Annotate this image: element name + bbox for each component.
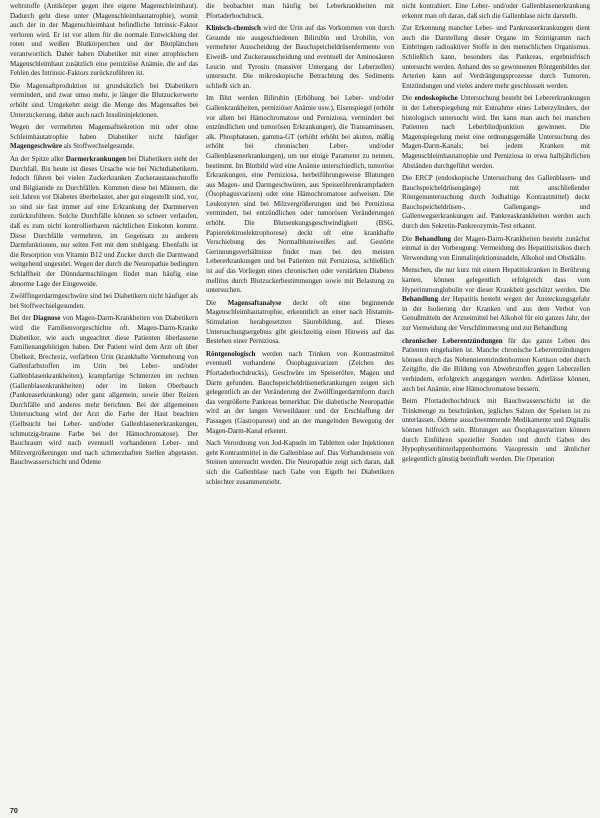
paragraph-text: Nach Verordnung von Jod-Kapseln im Tabletten oder Injektionen geht Kontrastmittel in die Gallenblase auf. Das Vorhandensein von Steinen untersucht werden. Die Neuropathie zeigt sich daran, daß sich die Gallenblase nach Gabe von Eigelb bei Diabetikern schlechter zusammenzieht. [206, 439, 394, 486]
paragraph [402, 24, 590, 91]
paragraph [402, 174, 590, 232]
paragraph-text: die beobachtet man häufig bei Leberkrankheiten mit Pfortaderhochdruck. [206, 2, 394, 20]
paragraph-text: Die Magensaftproduktion ist grundsätzlich bei Diabetikern vermindert, und zwar umso mehr, je länger die Blutzuckerwerte erhöht sind. Umgekehrt steigt die Menge des Magensaftes bei Unterzuckerung, daher auch nach Insulininjektionen. [10, 81, 198, 119]
bold-term: Behandlung [414, 234, 452, 243]
bold-term: Diagnose [33, 314, 61, 323]
paragraph [402, 94, 590, 171]
paragraph [402, 2, 590, 21]
paragraph [206, 439, 394, 487]
paragraph-text: Die [402, 94, 415, 103]
paragraph [402, 397, 590, 464]
paragraph [10, 2, 198, 79]
text-column-1 [10, 2, 198, 792]
paragraph-text: der Hepatitis besteht wegen der Ansteckungsgefahr in der Isolierung der Kranken und aus dem Verbot von Genußmitteln der Arzneimittel bei Alkohol für ein ganzes Jahr, der zur Vermeidung der Verschlimmerung und zur Behandlung [402, 295, 590, 332]
paragraph [10, 155, 198, 289]
paragraph-text: der Magen-Darm-Krankheiten besteht zunächst einmal in der Vorbeugung: Vermeidung des Hepatitisrisikos durch Verwendung von Einmalinjektionsnadeln, Alkohol und Obstkälte. [402, 234, 590, 262]
paragraph-text: Zur Erkennung mancher Leber- und Pankreaserkrankungen dient auch die Darstellung dieser Organe im Szintigramm nach Einbringen radioaktiver Stoffe in den menschlichen Organismus. Schließlich kann, besonders das Pankreas, ergebnisfrisch untersucht werden. Anhand des so gewonnenen Röntgenbildes der Arterien kann auf Verdrängungsprozesse durch Tumoren, Entzündungen und vieles andere mehr geschlossen werden. [402, 24, 590, 90]
paragraph [10, 82, 198, 120]
paragraph [10, 292, 198, 311]
paragraph-text: deckt oft eine beginnende Magenschleimhautatrophie, erkenntlich an einer nach Histamin-Stimulation herabgesetzten Säurebildung, auf. Dieses Untersuchungsergebnis gibt gleichzeitig einen Hinweis auf das Bestehen einer Perniziosa. [206, 298, 394, 346]
paragraph-text: Die [206, 298, 228, 307]
paragraph-text: nicht kontrahiert. Eine Leber- und/oder Gallenblasenerkrankung erkennt man oft daran, daß sich die Gallenblase nicht darstellt. [402, 2, 590, 20]
paragraph-text: für das ganze Leben des Patienten eingehalten ist. Manche chronische Leberentzündungen können durch das Nebennierenrindenhormon Kortison oder durch Zeitgifte, die die Bildung von Abwehrstoffen gegen Leberzellen verhindern, erfolgreich angegangen werden. Aderlässe können, auch bei Anämie, eine Hämochromatose bessern. [402, 336, 590, 393]
paragraph-text: bei Diabetikern steht der Durchfall. Bis heute ist dieses Ursache wie bei Nichtdiabetikern. Jedoch führen bei vielen Zuckerkranken Zuckeraustauschstoffe und Bilguanide zu Durchfällen. Kommen diese bei Männern, die seit Jahren vor Diabetes überbelastet, aber gut eingestellt sind, vor, so sind sie fast immer auf eine Erkrankung der Darmnerven zurückzuführen. Solche Durchfälle können so schwer verlaufen, daß es zum nicht kontrollierbaren nächtlichen Einkoten kommt. Diese Durchfälle vermehren, im Gegensatz zu anderen Darmfunktionen, nur selten Fett mit dem stuhlgang. Ebenfalls ist die Resorption von Vitamin B12 und Zucker durch die Darmwand weitgehend ungestört. Wegen der durch die Neuropathie bedingten Schlaffheit der Dünndarmschlingen findet man häufig eine abnorme Lage der Eingeweide. [10, 154, 198, 288]
paragraph-text: werden nach Trinken von Kontrastmittel eventuell vorhandene Ösophagusvarizen (Zeichen des Pfortaderhochdrucks), Geschwüre im Speiseröhre, Magen und Darm gefunden. Bauchspeicheldrüsenerkrankungen zeigen sich gelegentlich an der Veränderung der Zwölffingerdarmform durch das vergrößerte Pankreas bemerkbar. Die diabetische Neuropathie wird an der langen Verweildauer und der Erschlaffung der Passagen (Gastroparese) und an der mangelnden Bewegung der Magen-Darm-Kanal erkennt. [206, 349, 394, 435]
bold-term: Magensaftanalyse [227, 298, 282, 307]
paragraph-text: wird der Urin auf das Vorkommen von durch Gesunde nie ausgeschiedenen Bilirubin und Urobilin, von vermehrter Ausscheidung der Bauchspeicheldrüsenfermente von Eiweiß- und Zuckerausscheidung und eventuell der Aminosäuren Leucin und Tyrosin (massiver Untergang der Leberzellen) untersucht. Die mikroskopische Betrachtung des Sediments schließt sich an. [206, 24, 394, 90]
bold-term: Röntgenologisch [206, 349, 256, 358]
page-number: 70 [10, 808, 18, 815]
text-column-3 [402, 2, 590, 792]
paragraph [206, 24, 394, 91]
paragraph [206, 2, 394, 21]
paragraph-text: wehrstoffe (Antikörper gegen ihre eigene Magenschleimhaut). Dadurch geht diese unter (Magenschleimhautatrophie), womit auch der in der Magenschleimhaut befindliche Intrinsic-Faktor verloren wird. Er ist vor allem für die normale Entwicklung der roten und weißen Blutkörperchen und der Blutplättchen verantwortlich. Daher haben Diabetiker mit einer atrophischen Magenschleimhaut zusätzlich eine perniziöse Anämie, die auf das Fehlen des Intrinsic-Faktors zurückzuführen ist. [10, 2, 198, 78]
bold-term: endoskopische [414, 94, 458, 103]
paragraph-text: Wegen der vermehrten Magensaftsekretion mit oder ohne Schleimhautatrophie haben Diabetiker nicht häufiger [10, 123, 198, 141]
bold-term: Darmerkrankungen [65, 154, 126, 163]
paragraph-text: von Magen-Darm-Krankheiten von Diabetikern wird die Familienvorgeschichte oft. Magen-Darm-Kranke Diabetiker, wie auch ungeachtet diese Patienten überlassene Familienangehörigen haben. Der Patient wird dem Arzt oft über Übelkeit, Brechreiz, verfärbten Urin (krankhafte Vermehrung von Gallenfarbstoffen im Urin bei Leber- und/oder Gallenblasenkrankheiten), krampfartige Schmerzen im rechten (Gallenblasenkrankheiten) oder im linken Oberbauch (Pankreaserkrankung) oder ganz allgemein, sowie über Reizen Durchfälle und anderes mehr berichten. Bei der allgemeinen Untersuchung wird der Arzt die Farbe der Haut beachten (Gelbsucht bei Leber- und/oder Gallenblasenerkrankungen, schmutzig-braune Farbe bei der Hämochromatose). Der Bauchraum wird nach eventuell vorhandenen Leber- und Milzvergrößerungen und nach schmerzhaften Stellen abgetastet. Bauchwasserschicht und Ödeme [10, 314, 198, 467]
paragraph-text: Menschen, die nur kurz mit einem Hepatitiskranken in Berührung kamen, können gelegentlich erfolgreich dass vom Hyperimmunglobulin vor dieser Krankheit geschützt werden. Die [402, 266, 590, 294]
paragraph [402, 266, 590, 333]
paragraph-text: Beim Pfortaderhochdruck mit Bauchwasserschicht ist die Trinkmenge zu beschränken, jegliches Salzen der Speisen ist zu unterlassen. Ödeme ausschwemmende Medikamente und Digitalis können hilfreich sein. Blutungen aus Ösophagusvarizen können durch Einführen spezieller Sonden und durch Gaben des Hypophysenhinterlappenhormons Vasopressin und ähnlicher gelegentlich günstig beeinflußt werden. Die Operation [402, 397, 590, 463]
bold-term: Behandlung [402, 295, 439, 304]
paragraph-text: Die [402, 234, 415, 243]
bold-term: Klinisch-chemisch [206, 24, 261, 33]
text-column-2 [206, 2, 394, 792]
article-page [10, 2, 590, 792]
paragraph [206, 299, 394, 347]
paragraph-text: als Stoffwechselgesunde. [61, 142, 135, 151]
paragraph-text: An der Spitze aller [10, 154, 66, 163]
paragraph [206, 350, 394, 436]
bold-term: Magengeschwüre [10, 142, 62, 151]
paragraph-text: Untersuchung besteht bei Lebererkrankungen in der Leberspiegelung mit Entnahme eines Leberzylinders, der histologisch untersucht wird. Ihn kann man auch bei manchen Patienten nach Leberblindpunktion gewinnen. Die Magenspiegelung meist eine ordnungsgemäße Untersuchung des Magen-Darm-Kanals; bei jedem Kranken mit Magenschleimhautatrophie und Perniziosa in etwa halbjährlichen Abständen durchgeführt werden. [402, 94, 590, 170]
paragraph-text: Die ERCP (endoskopische Untersuchung des Gallenblasen- und Bauchspeicheldrüsengänge) mit anschließender Röntgenuntersuchung durch Jodhaltige Kontrastmittel) deckt Bauchspeicheldrüsen-, Gallengangs- und Gallenwegserkrankungen auf. Pankreaskrankheiten werden auch durch den Sekretin-Pankreozymin-Test erkannt. [402, 174, 590, 231]
bold-term: chronischer Leberentzündungen [402, 336, 503, 345]
paragraph [402, 337, 590, 395]
paragraph-text: Im Blut werden Bilirubin (Erhöhung bei Leber- und/oder Gallenkrankheiten, perniziöser Anämie usw.), Eisenspiegel (erhöht vor allem bei Hämochromatose und Perniziosa, vermindert bei entzündlichen und tumorösen Erkrankungen), die Transaminasen, alk. Phosphatasen, gamma-GT (erhöht erhöht bei akuten, mäßig erhöht bei chronischen Leber- und/oder Gallenblasenerkrankungen), um nur einige Parameter zu nennen, bestimmt. Im Blutbild wird eine Anämie unterschiedlich, tumoröse Erkrankungen, eine Perniziosa, herbeiführungsweise Blutungen aus Magen- und Darmgeschwüren, aus Speiseröhrenkrampfadern (Ösophagusvarizen) oder eine Hämochromatose aufweisen. Die Leukozyten sind bei Milzvergrößerungen und bei Perniziosa vermindert, bei entzündlichen oder tumorösen Veränderungen erhöht. Die Blutsenkungsgeschwindigkeit (BSG, Papierelektroelektrophorese) deckt oft eine krankhafte Verschiebung des Normalbluteiweißes auf. Gestörte Gerinnungsverhältnisse findet man bei den meisten Lebererkrankungen und bei Patienten mit Perniziosa, schließlich ist auf das Vorliegen eines chronischen oder verstärkten Diabetes mellitus durch Blutzuckerbestimmungen sowie mit Belastung zu untersuchen. [206, 94, 394, 295]
paragraph-text: Zwölffingerdarmgeschwüre sind bei Diabetikern nicht häufiger als bei Stoffwechselgesunden. [10, 292, 198, 310]
paragraph [10, 314, 198, 468]
paragraph [402, 235, 590, 264]
paragraph-text: Bei der [10, 314, 34, 323]
paragraph [10, 123, 198, 152]
paragraph [206, 94, 394, 295]
